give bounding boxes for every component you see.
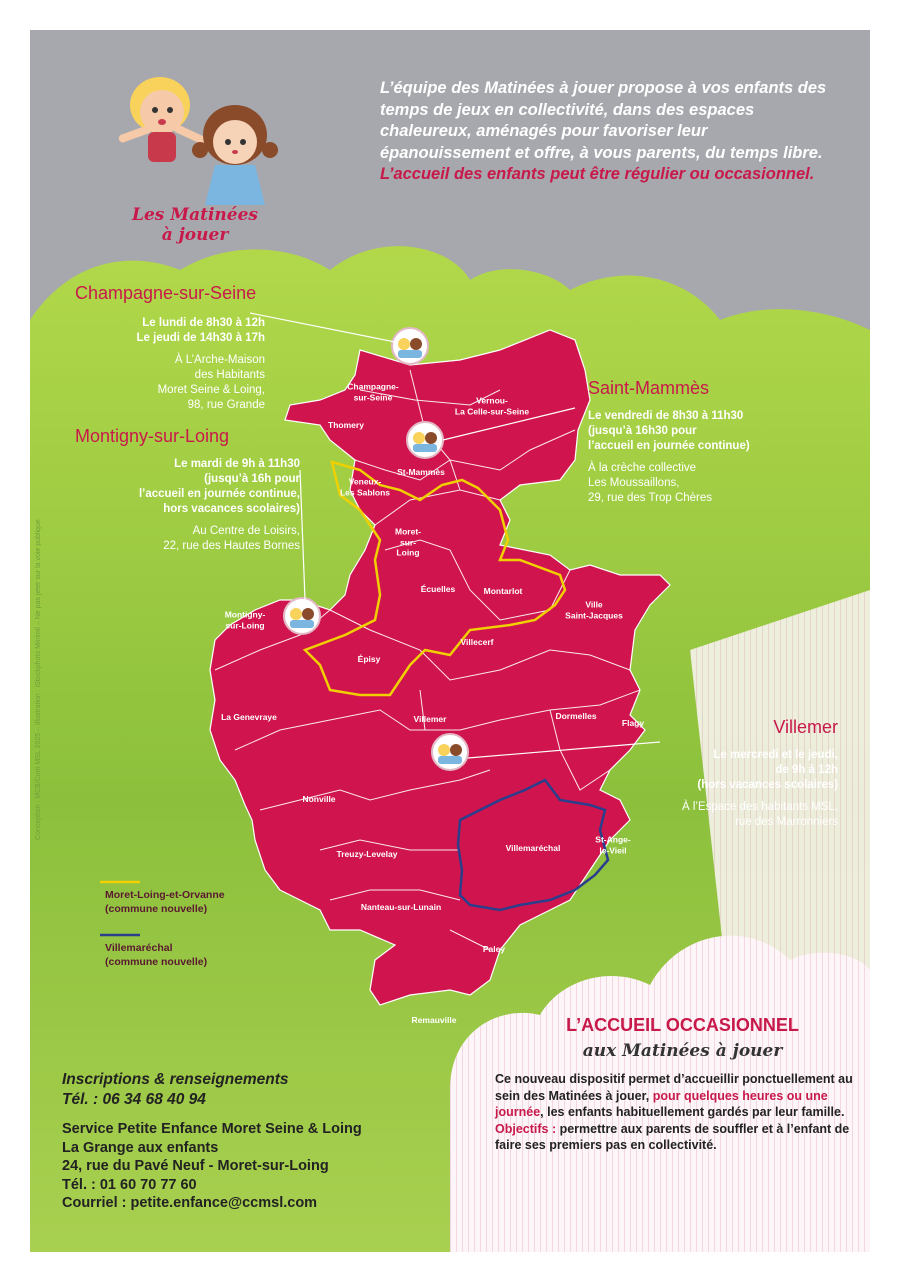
commune-label: Villecerf xyxy=(460,636,494,647)
marker-montigny xyxy=(284,598,320,634)
site-address: À la crèche collective Les Moussaillons, 29, rue des Trop Chères xyxy=(588,462,713,504)
site-villemer xyxy=(610,717,838,830)
site-address: À L’Arche-Maison des Habitants Moret Seine & Loing, 98, rue Grande xyxy=(157,354,265,411)
site-title: Saint-Mammès xyxy=(588,378,710,398)
commune-label: Épisy xyxy=(357,653,381,664)
commune-label: Thomery xyxy=(328,419,364,430)
site-title: Villemer xyxy=(773,717,838,737)
commune-label: St-Mammès xyxy=(397,466,445,477)
body-text: , les enfants habituellement gardés par leur famille. xyxy=(540,1105,845,1119)
contact-service: Service Petite Enfance Moret Seine & Loing xyxy=(62,1121,362,1137)
commune-label: Villemer xyxy=(413,713,447,724)
logo-line-2: à jouer xyxy=(161,225,229,245)
marker-villemer xyxy=(432,734,468,770)
commune-label: Paley xyxy=(482,943,506,954)
site-schedule: Le lundi de 8h30 à 12h Le jeudi de 14h30 à 17h xyxy=(136,317,265,344)
commune-label: Flagy xyxy=(621,717,645,728)
contact-tel: Tél. : 01 60 70 77 60 xyxy=(62,1176,197,1193)
legend-villemarechal: Villemaréchal (commune nouvelle) xyxy=(105,942,208,968)
contact-place: La Grange aux enfants xyxy=(62,1139,219,1156)
site-schedule: Le mercredi et le jeudi, de 9h à 12h (hors vacances scolaires) xyxy=(697,749,838,791)
commune-label: St-Ange- le-Vieil xyxy=(595,834,631,855)
contact-block xyxy=(62,1070,442,1213)
commune-label: Ville Saint-Jacques xyxy=(565,599,623,620)
occasionnel-body xyxy=(495,1071,855,1154)
commune-label: Nonville xyxy=(302,793,336,804)
commune-label: Montarlot xyxy=(483,585,523,596)
site-schedule: Le vendredi de 8h30 à 11h30 (jusqu’à 16h30 pour l’accueil en journée continue) xyxy=(588,410,750,452)
body-highlight: Objectifs : xyxy=(495,1121,557,1136)
commune-label: Remauville xyxy=(411,1014,457,1025)
intro-paragraph: L’équipe des Matinées à jouer propose à vos enfants des temps de jeux en collectivité, dans des espaces chaleureux, aménagés pour favoriser leur épanouissement et offre, à vous parents, du temps libre. xyxy=(380,79,827,162)
site-schedule: Le mardi de 9h à 11h30 (jusqu’à 16h pour l’accueil en journée continue, hors vacances scolaires) xyxy=(138,458,300,515)
contact-phone: Tél. : 06 34 68 40 94 xyxy=(62,1091,206,1108)
body-text: permettre aux parents de souffler et à l’enfant de faire ses premiers pas en collectivité. xyxy=(495,1121,850,1152)
commune-label: Montigny- sur-Loing xyxy=(224,609,266,630)
body-text: Ce nouveau dispositif permet d’accueillir ponctuellement au sein des Matinées à jouer, xyxy=(495,1072,853,1103)
commune-label: La Genevraye xyxy=(221,711,277,722)
contact-address: 24, rue du Pavé Neuf - Moret-sur-Loing xyxy=(62,1158,329,1174)
commune-label: Veneux- Les Sablons xyxy=(339,476,391,497)
contact-heading: Inscriptions & renseignements xyxy=(62,1071,289,1088)
occasionnel-subtitle: aux Matinées à jouer xyxy=(582,1041,783,1061)
occasionnel-title: L’ACCUEIL OCCASIONNEL xyxy=(566,1015,799,1035)
site-saint-mammes xyxy=(588,378,848,506)
commune-label: Villemaréchal xyxy=(505,842,561,853)
commune-label: Dormelles xyxy=(555,710,597,721)
site-title: Montigny-sur-Loing xyxy=(75,426,230,446)
occasionnel-block xyxy=(495,1015,855,1154)
site-address: Au Centre de Loisirs, 22, rue des Hautes Bornes xyxy=(163,525,300,552)
commune-label: Moret- sur- Loing xyxy=(395,526,421,558)
site-champagne xyxy=(60,283,265,413)
commune-label: Treuzy-Levelay xyxy=(336,848,398,859)
commune-label: Champagne- sur-Seine xyxy=(347,381,399,402)
legend-moret-loing-orvanne: Moret-Loing-et-Orvanne (commune nouvelle) xyxy=(105,889,225,915)
credit-line: Conception : MCB/Com MSL 2025 – Illustration : iStockphoto Minimil – Ne pas jeter sur la voie publique xyxy=(35,519,42,840)
marker-saint-mammes xyxy=(407,422,443,458)
site-montigny xyxy=(75,426,300,554)
body-highlight: pour quelques heures ou une journée xyxy=(495,1088,828,1119)
site-title: Champagne-sur-Seine xyxy=(75,283,257,303)
marker-champagne xyxy=(392,328,428,364)
commune-label: Nanteau-sur-Lunain xyxy=(360,901,442,912)
contact-email: Courriel : petite.enfance@ccmsl.com xyxy=(62,1195,318,1211)
logo-line-1: Les Matinées xyxy=(132,205,258,225)
commune-label: Écuelles xyxy=(420,583,456,594)
intro-highlight: L’accueil des enfants peut être régulier ou occasionnel. xyxy=(380,165,815,183)
commune-label: Vernou- La Celle-sur-Seine xyxy=(454,395,530,416)
site-address: À l’Espace des habitants MSL, rue des Marronniers xyxy=(682,801,838,828)
flyer-sheet xyxy=(30,30,870,1252)
